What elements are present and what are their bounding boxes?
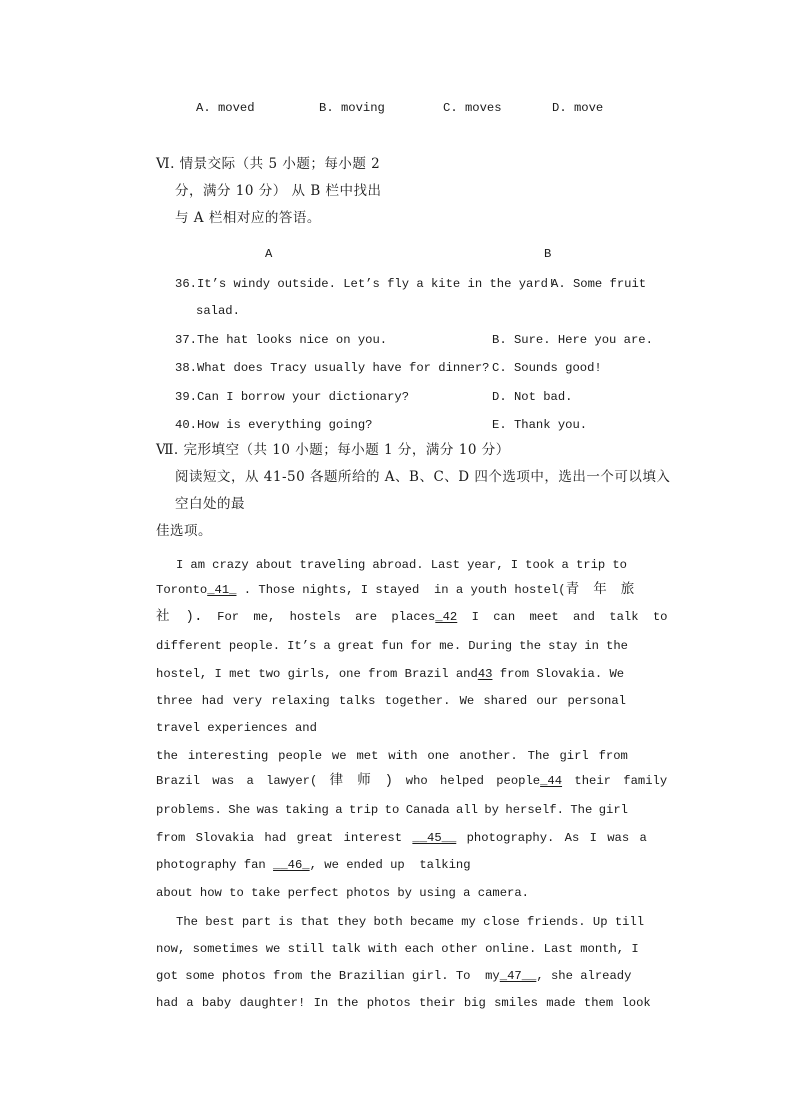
word: girl xyxy=(598,803,628,817)
word: crazy xyxy=(212,558,249,572)
word: from xyxy=(598,749,628,763)
word: a xyxy=(335,803,343,817)
section7-instruction-line2: 空白处的最 xyxy=(175,496,245,512)
chinese-gloss: 社 ). xyxy=(156,610,203,625)
word: abroad. xyxy=(372,558,424,572)
passage-p2-line-2: now, sometimes we still talk with each other online. Last month, I xyxy=(156,942,639,956)
prev-option-a: A. moved xyxy=(196,101,255,115)
prev-option-c: C. moves xyxy=(443,101,502,115)
answer-d: D. Not bad. xyxy=(492,390,573,404)
word: talks xyxy=(338,694,376,708)
question-37: 37.The hat looks nice on you. xyxy=(175,333,388,347)
text-run: hostel, I met two girls, one from Brazil and xyxy=(156,667,478,681)
word: one xyxy=(427,749,450,763)
answer-e: E. Thank you. xyxy=(492,418,588,432)
passage-line-4 xyxy=(156,638,628,654)
word: She xyxy=(228,803,251,817)
passage-line-1 xyxy=(176,557,627,573)
chinese-gloss: 律 师 ) xyxy=(329,774,394,789)
answer-a-line1: A. Some fruit xyxy=(551,277,647,291)
word: took xyxy=(525,558,555,572)
word: taking xyxy=(284,803,329,817)
question-40: 40.How is everything going? xyxy=(175,418,373,432)
word: very xyxy=(232,694,263,708)
word: a xyxy=(561,558,569,572)
passage-p2-line-4: had a baby daughter! In the photos their big smiles made them look xyxy=(156,996,651,1010)
word: for xyxy=(410,639,433,653)
passage-line-3 xyxy=(156,609,667,626)
word: me. xyxy=(439,639,462,653)
answer-a-line2: salad. xyxy=(196,304,240,318)
passage-p2-line-1: The best part is that they both became my close friends. Up till xyxy=(176,915,645,929)
question-36: 36.It’s windy outside. Let’s fly a kite in the yard! xyxy=(175,277,556,291)
text-run: from Slovakia. We xyxy=(499,667,625,681)
word: our xyxy=(536,694,559,708)
word: people xyxy=(278,749,323,763)
word: trip xyxy=(348,803,379,817)
answer-b: B. Sure. Here you are. xyxy=(492,333,653,347)
passage-p2-line-3 xyxy=(156,968,631,984)
section6-heading-line1: Ⅵ. 情景交际（共 5 小题；每小题 2 xyxy=(156,156,381,172)
word: the xyxy=(519,639,542,653)
word: trip xyxy=(575,558,606,572)
prev-option-d: D. move xyxy=(552,101,604,115)
passage-line-8 xyxy=(156,748,628,764)
word: a xyxy=(323,639,331,653)
word: We xyxy=(459,694,475,708)
word: girl xyxy=(559,749,589,763)
text-run: their family xyxy=(574,774,668,788)
word: with xyxy=(388,749,418,763)
prev-option-b: B. moving xyxy=(319,101,385,115)
section6-heading-line2: 分，满分 10 分） 从 B 栏中找出 xyxy=(175,183,382,199)
word: year, xyxy=(467,558,504,572)
word: It’s xyxy=(287,639,317,653)
text-run: For me, hostels are places xyxy=(217,610,436,624)
word: The xyxy=(570,803,593,817)
word: met xyxy=(356,749,379,763)
word: personal xyxy=(567,694,626,708)
passage-line-5 xyxy=(156,666,624,682)
word: stay xyxy=(548,639,578,653)
word: to xyxy=(384,803,400,817)
text-run: photography. As I was a xyxy=(466,831,647,845)
word: interesting xyxy=(187,749,269,763)
text-run: Brazil was a lawyer( xyxy=(156,774,318,788)
passage-line-7: travel experiences and xyxy=(156,721,317,735)
passage-line-9 xyxy=(156,773,667,790)
word: I xyxy=(176,558,184,572)
word: about xyxy=(255,558,293,572)
passage-line-10 xyxy=(156,802,628,818)
section6-heading-line3: 与 A 栏相对应的答语。 xyxy=(175,210,321,226)
word: different xyxy=(156,639,222,653)
answer-c: C. Sounds good! xyxy=(492,361,602,375)
word: the xyxy=(156,749,178,763)
chinese-gloss: 青 年 旅 xyxy=(565,583,638,598)
word: Last xyxy=(430,558,460,572)
word: together. xyxy=(384,694,451,708)
text-run: photography fan xyxy=(156,858,266,872)
word: the xyxy=(606,639,628,653)
text-run: , we ended up talking xyxy=(309,858,471,872)
word: to xyxy=(612,558,627,572)
text-run: I can meet and talk to xyxy=(471,610,668,624)
word: another. xyxy=(459,749,518,763)
passage-line-11 xyxy=(156,830,647,846)
blank-47: _47__ xyxy=(499,969,537,983)
word: we xyxy=(331,749,347,763)
word: people. xyxy=(228,639,281,653)
blank-44: _44 xyxy=(540,774,563,788)
text-run: , she already xyxy=(536,969,632,983)
blank-41: _41_ xyxy=(207,583,237,597)
section7-heading: Ⅶ. 完形填空（共 10 小题；每小题 1 分，满分 10 分） xyxy=(156,442,510,458)
word: I xyxy=(510,558,519,572)
word: relaxing xyxy=(271,694,330,708)
text-run: Toronto xyxy=(156,583,208,597)
word: Canada xyxy=(405,803,450,817)
word: three xyxy=(156,694,193,708)
word: fun xyxy=(381,639,404,653)
word: problems. xyxy=(156,803,222,817)
blank-42: _42 xyxy=(435,610,458,624)
blank-43: 43 xyxy=(477,667,493,681)
column-b-label: B xyxy=(544,247,552,261)
word: by xyxy=(484,803,499,817)
word: great xyxy=(337,639,375,653)
word: in xyxy=(584,639,599,653)
word: shared xyxy=(483,694,528,708)
passage-line-13: about how to take perfect photos by using a camera. xyxy=(156,886,529,900)
word: herself. xyxy=(505,803,564,817)
passage-line-2 xyxy=(156,582,637,599)
column-a-label: A xyxy=(265,247,273,261)
text-run: . Those nights, I stayed in a youth hostel( xyxy=(236,583,566,597)
section7-instruction-line3: 佳选项。 xyxy=(156,523,212,539)
question-39: 39.Can I borrow your dictionary? xyxy=(175,390,410,404)
blank-46: __46_ xyxy=(273,858,310,872)
word: traveling xyxy=(299,558,366,572)
word: was xyxy=(256,803,279,817)
question-38: 38.What does Tracy usually have for dinner? xyxy=(175,361,490,375)
text-run: got some photos from the Brazilian girl. To my xyxy=(156,969,500,983)
word: During xyxy=(468,639,513,653)
blank-45: __45__ xyxy=(412,831,457,845)
section7-instruction-line1: 阅读短文，从 41-50 各题所给的 A、B、C、D 四个选项中，选出一个可以填入 xyxy=(175,469,671,485)
word: am xyxy=(190,558,206,572)
passage-line-6 xyxy=(156,693,626,709)
text-run: from Slovakia had great interest xyxy=(156,831,403,845)
text-run: who helped people xyxy=(405,774,541,788)
word: had xyxy=(201,694,224,708)
word: all xyxy=(456,803,478,817)
word: The xyxy=(527,749,550,763)
passage-line-12 xyxy=(156,857,471,873)
